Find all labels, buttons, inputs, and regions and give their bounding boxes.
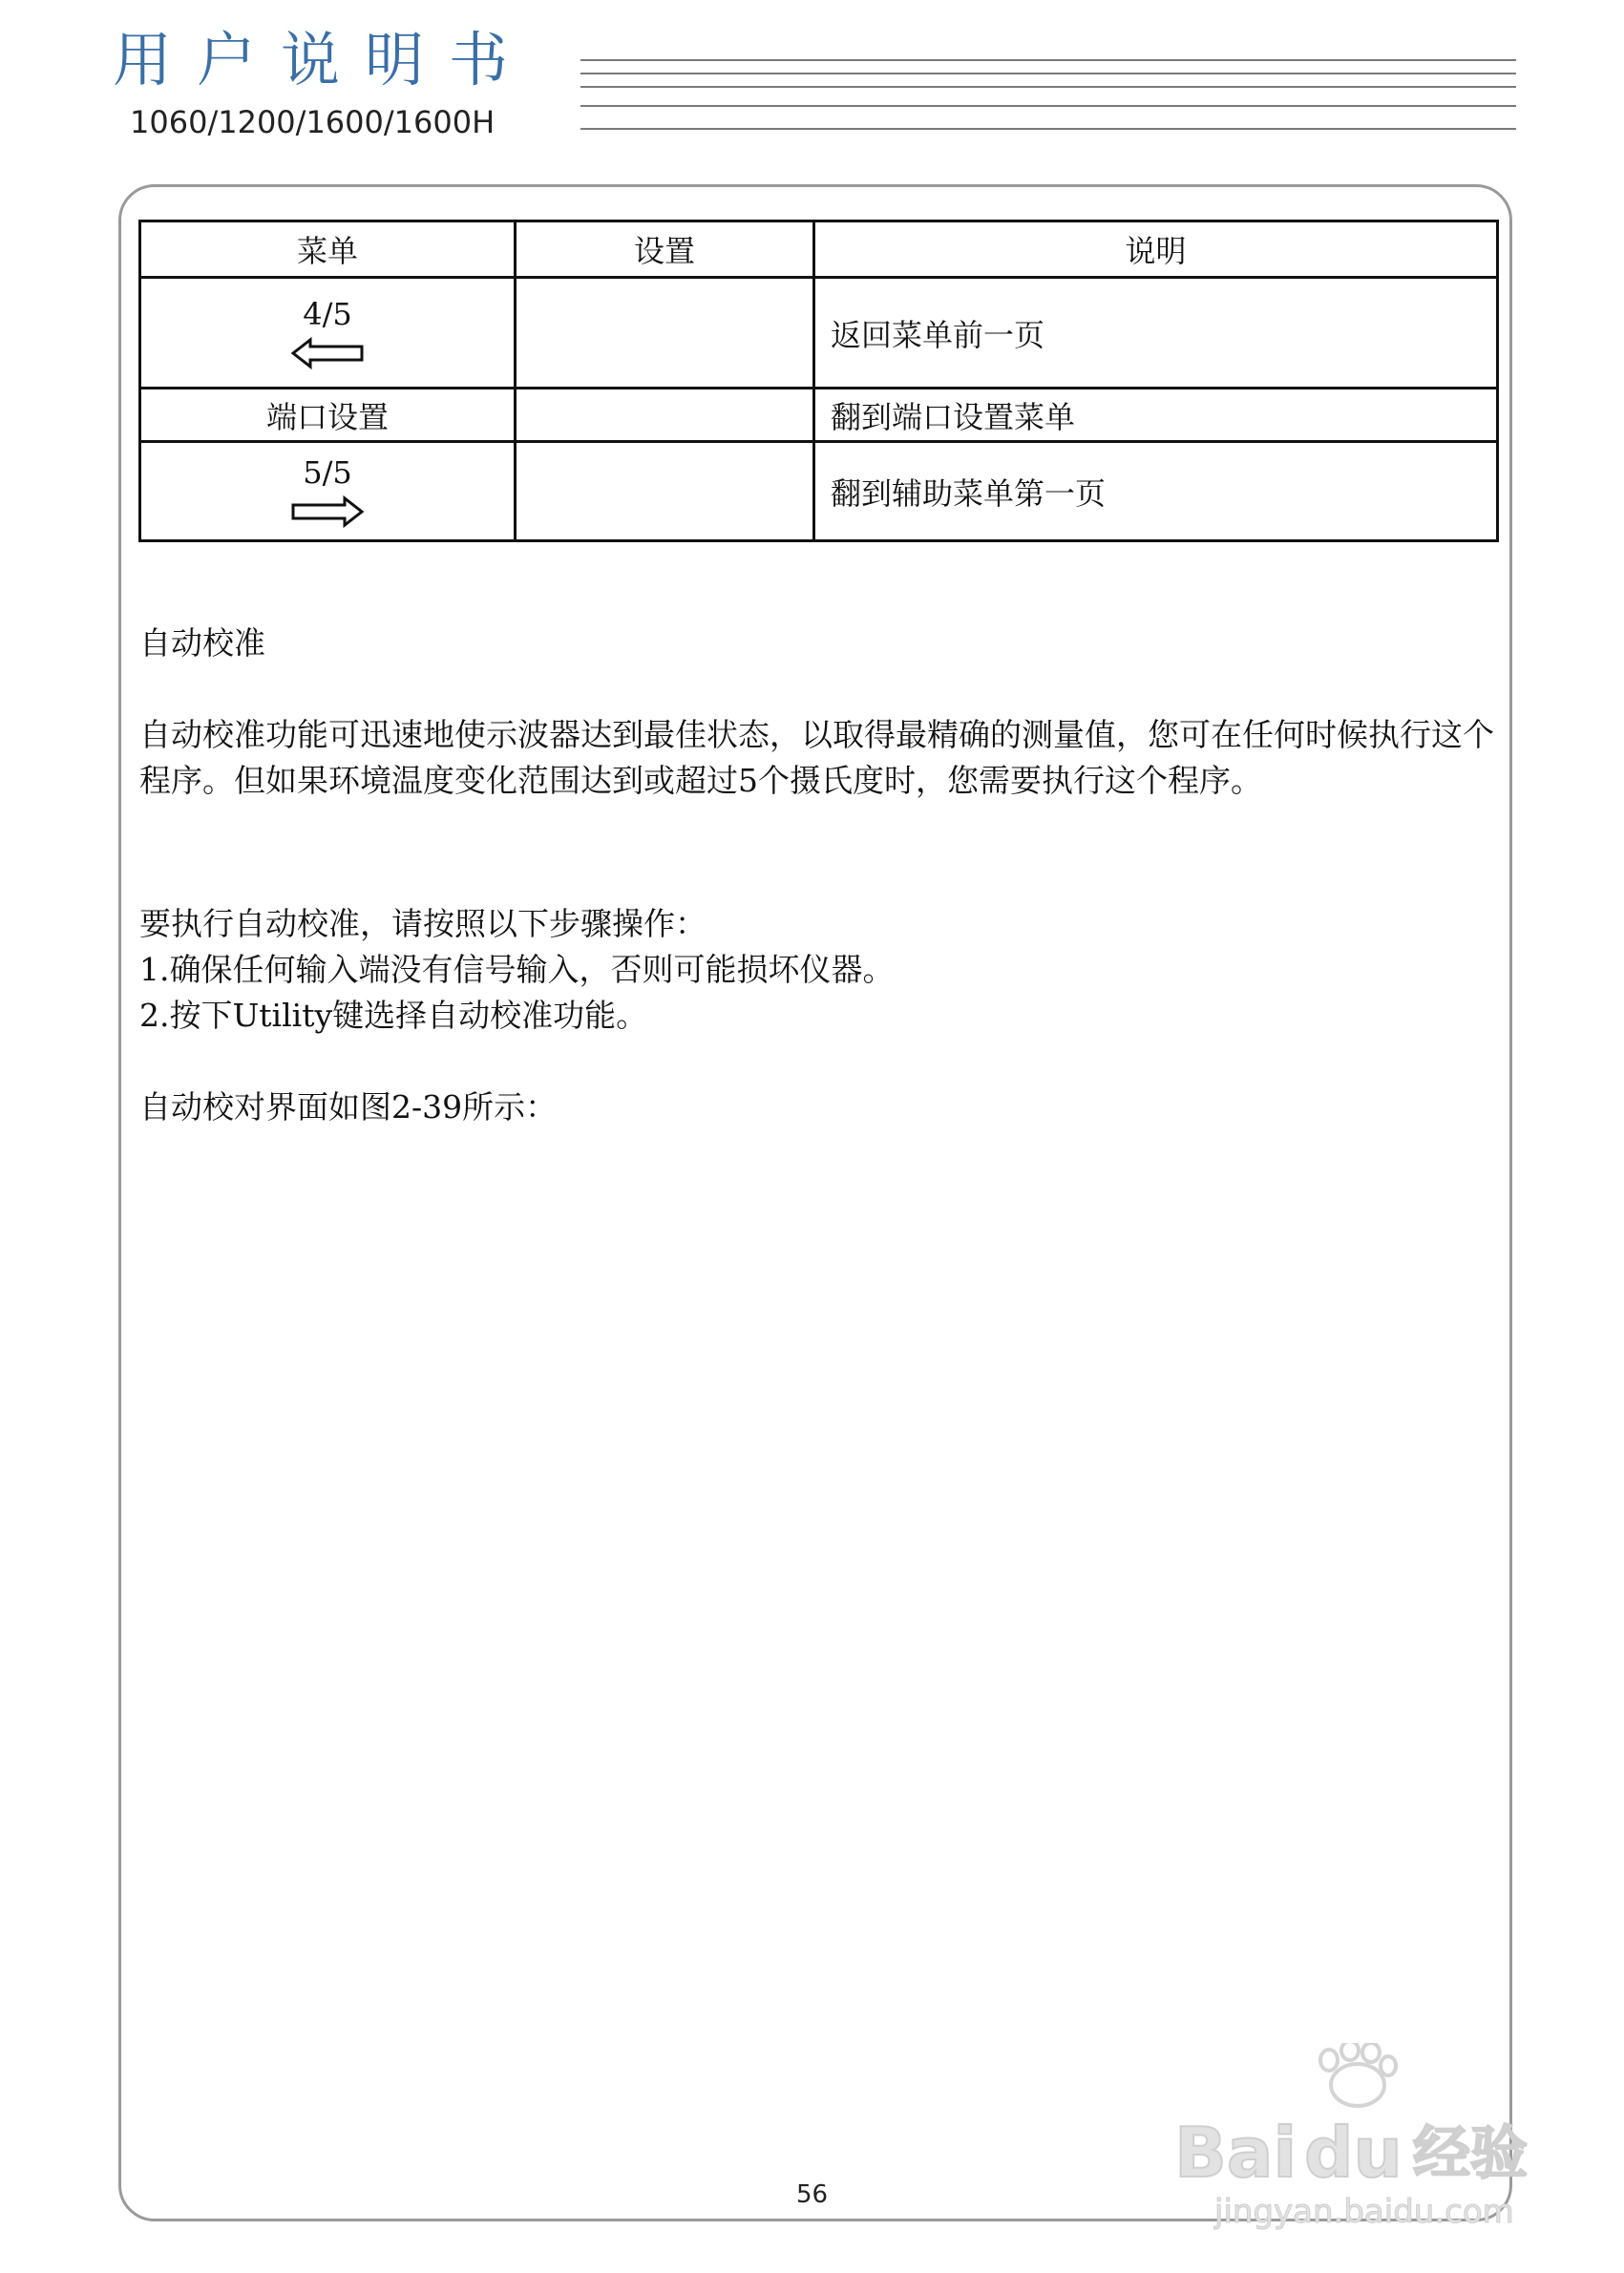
- setting-cell: [516, 389, 814, 442]
- table-row: [140, 442, 1498, 541]
- figure-reference: 自动校对界面如图2-39所示：: [139, 1088, 558, 1126]
- menu-page-label: 5/5: [303, 453, 352, 491]
- model-numbers: 1060/1200/1600/1600H: [130, 104, 496, 140]
- header-rule-lines: [580, 59, 1516, 136]
- menu-page-label: 4/5: [303, 295, 352, 332]
- right-arrow-icon: [289, 495, 366, 529]
- menu-cell: 端口设置: [140, 389, 516, 442]
- table-header-row: [140, 221, 1498, 278]
- table-row: [140, 278, 1498, 389]
- setting-cell: [516, 278, 814, 389]
- steps-lead: 要执行自动校准，请按照以下步骤操作：: [139, 905, 707, 942]
- svg-text:du: du: [1304, 2113, 1403, 2193]
- step-item: 2.按下Utility键选择自动校准功能。: [139, 997, 648, 1034]
- intro-paragraph: 自动校准功能可迅速地使示波器达到最佳状态，以取得最精确的测量值，您可在任何时候执行这个程序。但如果环境温度变化范围达到或超过5个摄氏度时，您需要执行这个程序。: [139, 716, 1494, 799]
- table-row: [140, 389, 1498, 442]
- page-number: 56: [795, 2180, 829, 2209]
- column-header-setting: 设置: [516, 221, 814, 278]
- setting-cell: [516, 442, 814, 541]
- steps-block: [139, 901, 1495, 1039]
- menu-cell: [140, 278, 516, 389]
- svg-text:jingyan.baidu.com: jingyan.baidu.com: [1214, 2193, 1514, 2231]
- baidu-jingyan-watermark: [1136, 2043, 1547, 2234]
- description-cell: 翻到辅助菜单第一页: [814, 442, 1498, 541]
- menu-cell: [140, 442, 516, 541]
- manual-title: 用户说明书: [113, 25, 534, 95]
- column-header-description: 说明: [814, 221, 1498, 278]
- left-arrow-icon: [289, 336, 366, 370]
- description-cell: 返回菜单前一页: [814, 278, 1498, 389]
- svg-text:Bai: Bai: [1174, 2113, 1297, 2193]
- menu-table: [138, 220, 1499, 542]
- section-heading: 自动校准: [139, 624, 265, 662]
- description-cell: 翻到端口设置菜单: [814, 389, 1498, 442]
- section-intro: [139, 712, 1495, 804]
- step-item: 1.确保任何输入端没有信号输入，否则可能损坏仪器。: [139, 951, 895, 988]
- svg-text:经验: 经验: [1413, 2120, 1528, 2187]
- column-header-menu: 菜单: [140, 221, 516, 278]
